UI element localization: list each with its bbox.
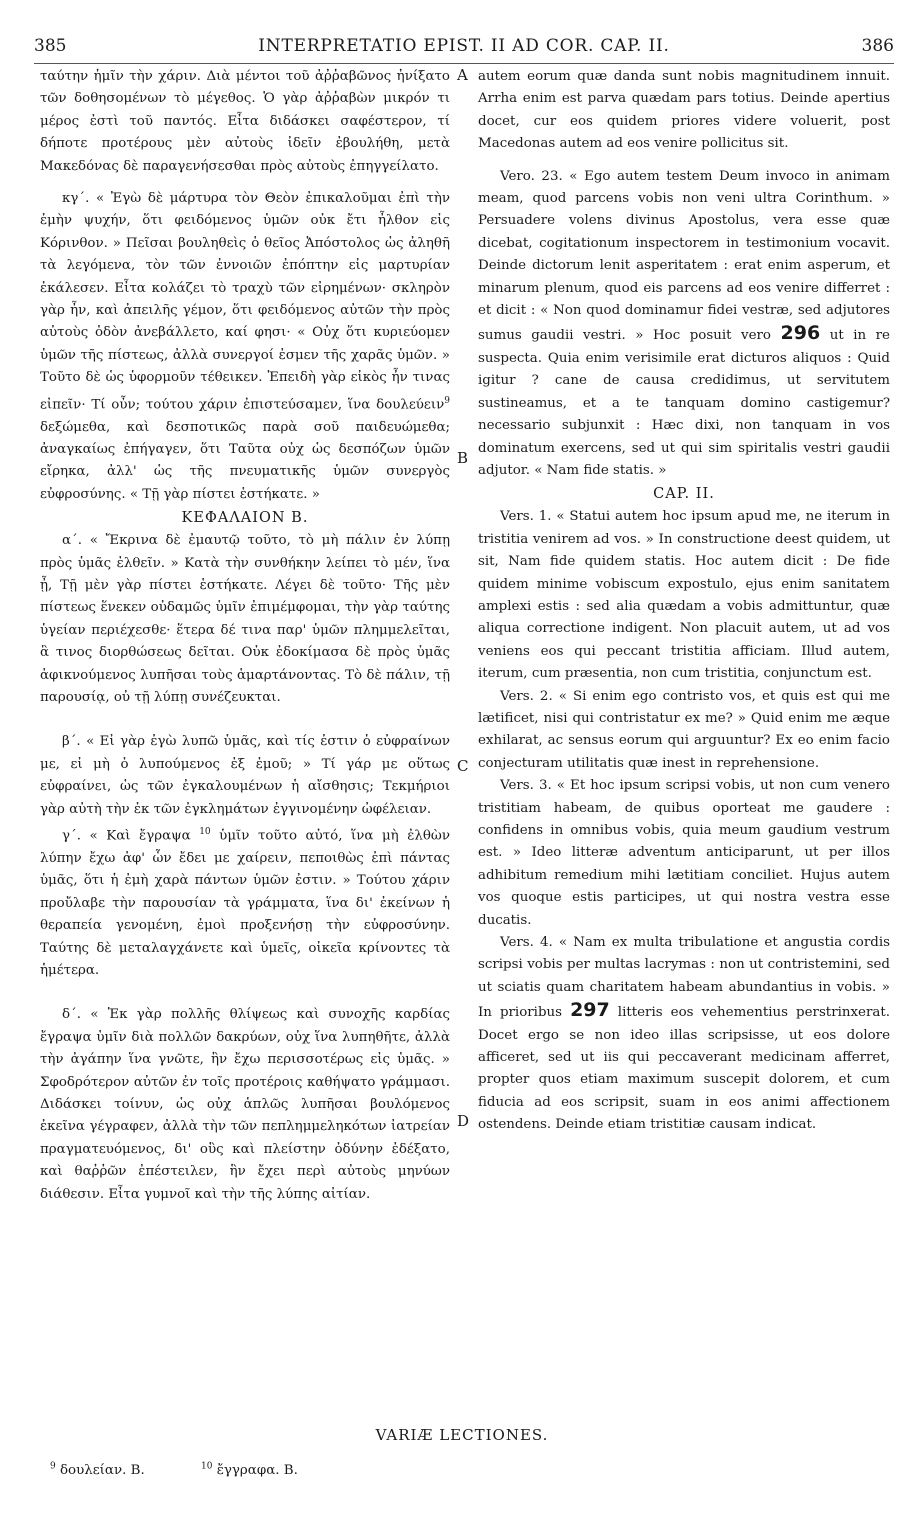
greek-paragraph: κγ΄. « Ἐγὼ δὲ μάρτυρα τὸν Θεὸν ἐπικαλοῦμαι ἐπὶ τὴν ἐμὴν ψυχήν, ὅτι φειδόμενος ὑμῶν οὐκ ἔτι ἦλθον εἰς Κόρινθον. » Πεῖσαι βουληθεὶς ὁ θεῖος Ἀπόστολος ὡς ἀληθῆ τὰ λεγόμενα, τὸν τῶν ἐννοιῶν ἐπόπτην εἰς μαρτυρίαν ἐκάλεσεν. Εἶτα κολάζει τὸ τραχὺ τῶν εἰρημένων· σκληρὸν γὰρ ἦν, καὶ ἀπειλῆς γέμον, ὅτι φειδόμενος αὐτῶν τὴν πρὸς αὐτοὺς ὁδὸν ἀνεβάλλετο, καί φησι· « Οὐχ ὅτι κυριεύομεν ὑμῶν τῆς πίστεως, ἀλλὰ συνεργοί ἐσμεν τῆς χαρᾶς ὑμῶν. » Τοῦτο δὲ ὡς ὑφορμοῦν τέθεικεν. Ἐπειδὴ γὰρ εἰκὸς ἦν τινας εἰπεῖν· Τί οὖν; τούτου χάριν ἐπιστεύσαμεν, ἵνα δουλεύειν$^9$ δεξώμεθα, καὶ δεσποτικῶς παρὰ σοῦ παιδευώμεθα; ἀναγκαίως ἐπήγαγεν, ὅτι Ταῦτα οὐχ ὡς δεσπόζων ὑμῶν εἴρηκα, ἀλλ' ὡς τῆς πνευματικῆς ὑμῶν συνεργὸς εὐφροσύνης. « Τῇ γὰρ πίστει ἑστήκατε. »: [40, 191, 450, 502]
footnote-10: $^{10}$ ἔγγραφα. B.: [201, 1462, 298, 1479]
variae-lectiones-heading: VARIÆ LECTIONES.: [375, 1426, 549, 1444]
greek-paragraph: ταύτην ἡμῖν τὴν χάριν. Διὰ μέντοι τοῦ ἀῤῥαβῶνος ἠνίξατο τῶν δοθησομένων τὸ μέγεθος. Ὁ γὰρ ἀῤῥαβὼν μικρόν τι μέρος ἐστὶ τοῦ παντός. Εἶτα διδάσκει σαφέστερον, τί δήποτε προτέρους μὲν αὐτοὺς ἰδεῖν ἐβουλήθη, μετὰ Μακεδόνας δὲ παραγενήσεσθαι πρὸς αὐτοὺς ἐπηγγείλατο.: [40, 69, 450, 174]
running-title: INTERPRETATIO EPIST. II AD COR. CAP. II.: [258, 36, 670, 56]
latin-paragraph: autem eorum quæ danda sunt nobis magnitudinem innuit. Arrha enim est parva quædam pars totius. Deinde apertius docet, cur eos quidem priores videre voluerit, post Macedonas autem ad eos venire pollicitus sit.: [478, 69, 890, 152]
latin-column: [478, 66, 890, 1137]
header-rule: [34, 63, 894, 64]
latin-paragraph: Vers. 1. « Statui autem hoc ipsum apud me, ne iterum in tristitia venirem ad vos. » In constructione deest quidem, ut sit, Nam fide quidem statis. Hoc autem dicit : De fide quidem minime vobiscum expostulo, ejus enim sanitatem amplexi estis : sed alia quædam a vobis admittuntur, quæ aliqua correctione indigent. Non placuit autem, ut ad vos veniens eos qui peccant tristitia afficiam. Illud autem, iterum, cum præsentia, non cum tristitia, conjunctum est.: [478, 509, 890, 682]
latin-paragraph: Vers. 2. « Si enim ego contristo vos, et quis est qui me lætificet, nisi qui contristatur ex me? » Quid enim me æque exhilarat, ac sensus eorum qui arguuntur? Ex eo enim facio conjecturam utilitatis quæ inest in reprehensione.: [478, 688, 890, 771]
page-number-left: 385: [34, 36, 67, 56]
latin-paragraph: Vero. 23. « Ego autem testem Deum invoco in animam meam, quod parcens vobis non veni ultra Corinthum. » Persuadere volens divinus Apostolus, vera esse quæ dicebat, cogitationum inspectorem in testimonium vocavit. Deinde dictorum lenit asperitatem : erat enim asperum, et minarum plenum, quod eis parcens ad eos venire differret : et dicit : « Non quod dominamur fidei vestræ, sed adjutores sumus gaudii vestri. » Hoc posuit vero 296 ut in re suspecta. Quia enim verisimile erat dicturos aliquos : Quid igitur ? cane de causa credidimus, ut servitutem sustineamus, et a te tanquam domino castigemur? necessario subjunxit : Hæc dixi, non tanquam in vos dominatum exercens, sed ut qui sim spiritalis vestri gaudii adjutor. « Nam fide statis. »: [478, 168, 890, 478]
footnote-9: $^9$ δουλείαν. B.: [50, 1462, 145, 1479]
latin-paragraph: Vers. 4. « Nam ex multa tribulatione et angustia cordis scripsi vobis per multas lacrymas : non ut contristemini, sed ut sciatis quam charitatem habeam abundantius in vobis. » In prioribus 297 litteris eos vehementius perstrinxerat. Docet ergo se non ideo illas scripsisse, ut eos dolore afficeret, sed ut iis qui peccaverant medicinam afferret, propter quos etiam maximum suscepit dolorem, et cum fiducia ad eos scripsit, suam in eos animi affectionem ostendens. Deinde etiam tristitiæ causam indicat.: [478, 935, 890, 1133]
greek-column: [40, 66, 450, 1206]
greek-paragraph: α΄. « Ἔκρινα δὲ ἐμαυτῷ τοῦτο, τὸ μὴ πάλιν ἐν λύπῃ πρὸς ὑμᾶς ἐλθεῖν. » Κατὰ τὴν συνθήκην λείπει τὸ μέν, ἵνα ᾖ, Τῇ μὲν γὰρ πίστει ἑστήκατε. Λέγει δὲ τοῦτο· Τῆς μὲν πίστεως ἕνεκεν οὐδαμῶς ὑμῖν ἐπιμέμφομαι, τὴν γὰρ ταύτης ὑγείαν περιέχεσθε· ἕτερα δέ τινα παρ' ὑμῶν πλημμελεῖται, ἃ τινος διορθώσεως δεῖται. Οὐκ ἐδοκίμασα δὲ πρὸς ὑμᾶς ἀφικνούμενος λυπῆσαι τοὺς ἁμαρτάνοντας. Τὸ δὲ πάλιν, τῇ παρουσίᾳ, οὐ τῇ λύπῃ συνέζευκται.: [40, 533, 450, 706]
greek-paragraph: δ΄. « Ἐκ γὰρ πολλῆς θλίψεως καὶ συνοχῆς καρδίας ἔγραψα ὑμῖν διὰ πολλῶν δακρύων, οὐχ ἵνα λυπηθῆτε, ἀλλὰ τὴν ἀγάπην ἵνα γνῶτε, ἣν ἔχω περισσοτέρως εἰς ὑμᾶς. » Σφοδρότερον αὐτῶν ἐν τοῖς προτέροις καθήψατο γράμμασι. Διδάσκει τοίνυν, ὡς οὐχ ἁπλῶς λυπῆσαι βουλόμενος ἐκεῖνα γέγραφεν, ἀλλὰ τὴν τῶν πεπλημμεληκότων ἰατρείαν πραγματευόμενος, δι' οὓς καὶ πλείστην ὀδύνην ἐδέξατο, καὶ θαῤῥῶν ἐπέστειλεν, ἣν ἔχει περὶ αὐτοὺς μηνύων διάθεσιν. Εἶτα γυμνοῖ καὶ τὴν τῆς λύπης αἰτίαν.: [40, 1007, 450, 1202]
footnote-ref: 10: [199, 827, 211, 838]
greek-paragraph: γ΄. « Καὶ ἔγραψα $^{10}$ ὑμῖν τοῦτο αὐτό, ἵνα μὴ ἐλθὼν λύπην ἔχω ἀφ' ὧν ἔδει με χαίρειν, πεποιθὼς ἐπὶ πάντας ὑμᾶς, ὅτι ἡ ἐμὴ χαρὰ πάντων ὑμῶν ἐστιν. » Τούτου χάριν προὔλαβε τὴν παρουσίαν τὰ γράμματα, ἵνα δι' ἐκείνων ἡ θεραπεία γενομένη, ἐμοὶ προξενήσῃ τὴν εὐφροσύνην. Ταύτης δὲ μεταλαγχάνετε καὶ ὑμεῖς, οἰκεῖα κρίνοντες τὰ ἡμέτερα.: [40, 827, 450, 978]
column-number: 297: [570, 999, 610, 1022]
footnote-ref: 9: [444, 395, 450, 406]
latin-paragraph: Vers. 3. « Et hoc ipsum scripsi vobis, ut non cum venero tristitiam habeam, de quibus oporteat me gaudere : confidens in omnibus vobis, quia meum gaudium vestrum est. » Ideo litteræ adventum anticiparunt, ut per illos adhibitum remedium mihi lætitiam conciliet. Hujus autem vos quoque estis participes, ut qui nostra vestra esse ducatis.: [478, 778, 890, 928]
page-number-right: 386: [861, 36, 894, 56]
column-marker-a: A: [457, 66, 468, 84]
chapter-heading-greek: ΚΕΦΑΛΑΙΟΝ Β.: [181, 510, 309, 527]
running-header: [34, 36, 894, 58]
footnotes: [50, 1462, 350, 1478]
column-marker-d: D: [457, 1112, 470, 1130]
chapter-heading-latin: CAP. II.: [653, 486, 715, 503]
column-marker-c: C: [457, 757, 469, 775]
column-number: 296: [780, 322, 821, 345]
column-marker-b: B: [457, 449, 469, 467]
greek-paragraph: β΄. « Εἰ γὰρ ἐγὼ λυπῶ ὑμᾶς, καὶ τίς ἐστιν ὁ εὐφραίνων με, εἰ μὴ ὁ λυπούμενος ἐξ ἐμοῦ; » Τί γάρ με οὕτως εὐφραίνει, ὡς τῶν ἐγκαλουμένων ἡ αἴσθησις; Τεκμήριοι γὰρ αὐτὴ τὴν ἐκ τῶν ἐγκλημάτων ἐγγινομένην ὠφέλειαν.: [40, 734, 450, 817]
